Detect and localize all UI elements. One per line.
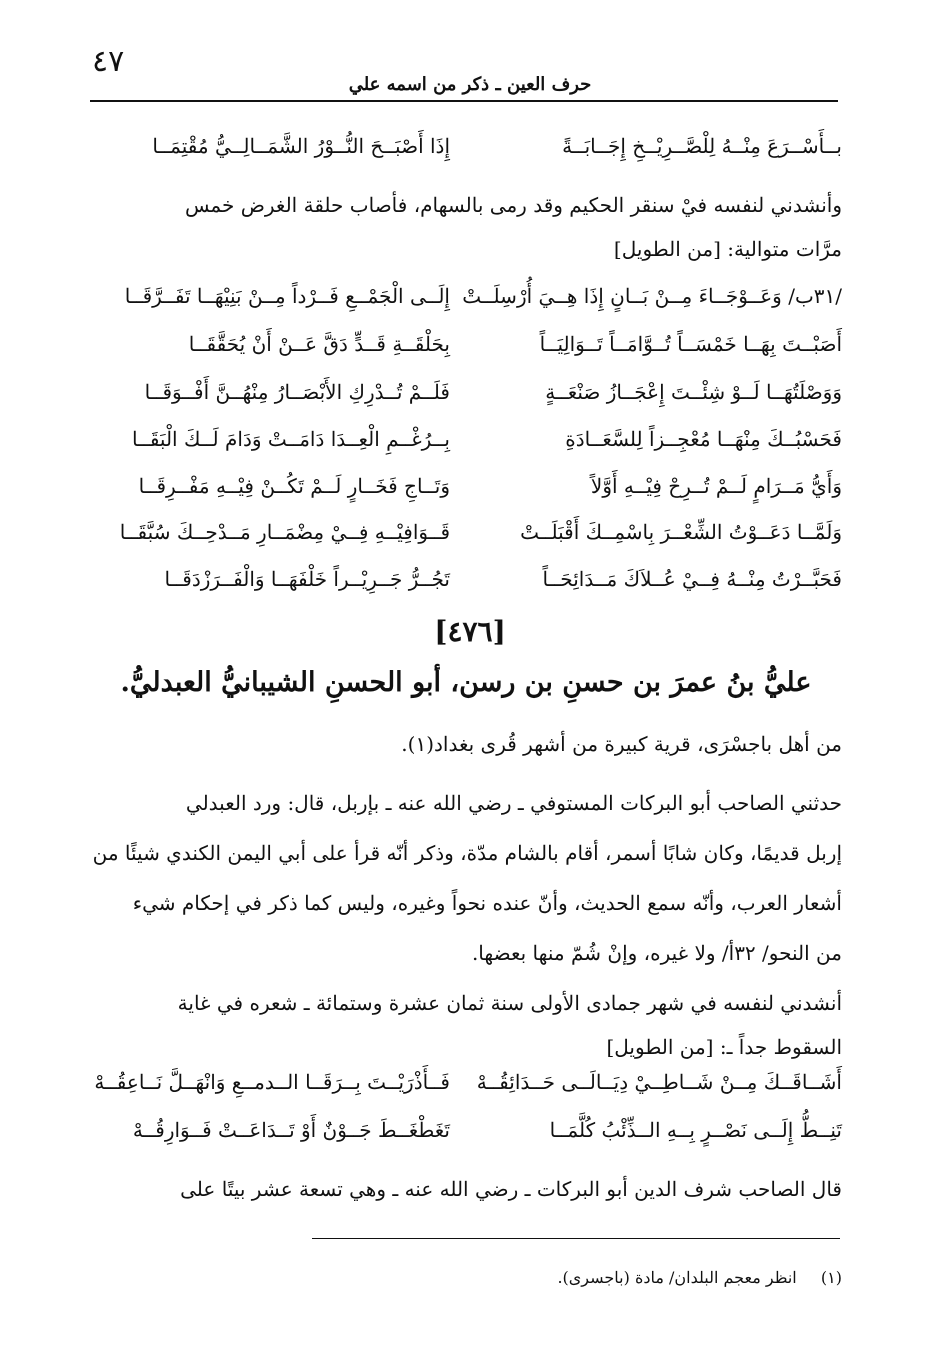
footnote xyxy=(302,1258,842,1298)
verse-hemistich-right: وَلَمَّــا دَعَــوْتُ الشِّعْــرَ بِاسْمِــكَ أَقْبَلَــتْ xyxy=(520,520,842,544)
verse-hemistich-left: إِذَا أَصْبَــحَ النُّــوْرُ الشَّمَــالِــيُّ مُقْتِمَــا xyxy=(152,134,450,158)
entry-number: [٤٧٦] xyxy=(434,615,506,648)
running-head: حرف العين ـ ذكر من اسمه علي xyxy=(348,74,592,95)
prose-line: إربل قديمًا، وكان شابًا أسمر، أقام بالشام مدّة، وذكر أنّه قرأ على أبي اليمن الكندي شيئًا من xyxy=(92,841,842,865)
footnote-rule xyxy=(312,1238,840,1239)
prose-line: قال الصاحب شرف الدين أبو البركات ـ رضي الله عنه ـ وهي تسعة عشر بيتًا على xyxy=(180,1177,842,1201)
verse-hemistich-left: بِحَلْقَــةِ قَــدٍّ دَقَّ عَــنْ أَنْ يُحَقَّقَــا xyxy=(188,332,450,356)
verse-hemistich-left: قَــوَافِيْــهِ فِــيْ مِضْمَــارِ مَــدْحِــكَ سُبَّقَــا xyxy=(119,520,450,544)
verse-hemistich-right: أَشَــاقَــكَ مِــنْ شَــاطِــيْ دِيَــالَــى حَــدَائِقُــهْ xyxy=(476,1070,842,1094)
verse-hemistich-left: بِــرُغْــمِ الْعِــدَا دَامَــتْ وَدَامَ لَــكَ الْبَقَــا xyxy=(132,427,450,451)
page-number: ٤٧ xyxy=(92,44,125,79)
verse-hemistich-left: فَلَــمْ تُــدْرِكِ الأَبْصَــارُ مِنْهُــنَّ أَفْــوَقَــا xyxy=(144,380,450,404)
prose-line: حدثني الصاحب أبو البركات المستوفي ـ رضي الله عنه ـ بإربل، قال: ورد العبدلي xyxy=(185,791,842,815)
entry-title: عليُّ بنُ عمرَ بن حسنِ بن رسن، أبو الحسنِ الشيبانيُّ العبدليُّ. xyxy=(120,667,812,698)
verse-hemistich-right: أَصَبْــتَ بِهَــا خَمْسَــاً تُــوَّامَــاً تَــوَالِيَــاً xyxy=(539,332,842,356)
prose-line: أشعار العرب، وأنّه سمع الحديث، وأنّ عنده نحواً وغيره، وليس كما ذكر في إحكام شيء xyxy=(132,891,842,915)
verse-hemistich-right: /٣١ب/ وَعَــوْجَــاءَ مِــنْ بَــانٍ إِذَا هِــيَ أُرْسِلَــتْ xyxy=(462,284,842,308)
header-rule xyxy=(90,100,838,102)
prose-line: وأنشدني لنفسه فيْ سنقر الحكيم وقد رمى بالسهام، فأصاب حلقة الغرض خمس xyxy=(184,193,842,217)
footnote-text: انظر معجم البلدان/ مادة (باجسرى). xyxy=(557,1268,797,1287)
verse-hemistich-right: فَحَسْبُــكَ مِنْهَــا مُعْجِــزاً لِلسَّعَــادَةِ xyxy=(565,427,842,451)
verse-hemistich-left: تَجُــرُّ جَــرِيْــراً خَلْفَهَــا وَالْفَــرَزْدَقَــا xyxy=(164,567,450,591)
footnote-marker: (١) xyxy=(820,1268,842,1287)
prose-line: أنشدني لنفسه في شهر جمادى الأولى سنة ثمان عشرة وستمائة ـ شعره في غاية xyxy=(177,991,842,1015)
verse-hemistich-left: وَتَــاجِ فَخَــارٍ لَــمْ تَكُــنْ فِيْــهِ مَفْــرِقَــا xyxy=(138,474,450,498)
prose-line: السقوط جداً ـ: [من الطويل] xyxy=(606,1035,842,1059)
verse-hemistich-right: تَنِــطُّ إِلَــى نَصْــرٍ بِــهِ الــذِّئْبُ كُلَّمَــا xyxy=(549,1118,842,1142)
verse-hemistich-right: فَحَبَّــرْتُ مِنْــهُ فِــيْ عُــلاَكَ مَــدَائِحَــاً xyxy=(542,567,842,591)
verse-hemistich-right: وَوَصْلَتُهَــا لَــوْ شِئْــتَ إِعْجَــازُ صَنْعَــةٍ xyxy=(545,380,842,404)
verse-hemistich-right: وَأَيُّ مَــرَامٍ لَــمْ تُــرِحْ فِيْــهِ أَوَّلاً xyxy=(590,474,842,498)
entry-subtitle: من أهل باجسْرَى، قرية كبيرة من أشهر قُرى بغداد(١). xyxy=(401,732,842,756)
prose-line: من النحو/ ٣٢أ/ ولا غيره، وإنْ شُمّ منها بعضها. xyxy=(471,941,842,965)
verse-hemistich-left: إِلَــى الْجَمْــعِ فَــرْداً مِــنْ بَنِيْهَــا تَفَــرَّقَــا xyxy=(124,284,450,308)
verse-hemistich-left: فَــأَذْرَيْــتَ بِــرَقَــا الــدمــعِ وَانْهَــلَّ نَــاعِقُــهْ xyxy=(94,1070,450,1094)
verse-hemistich-left: تَغَطْغَــطَ جَــوْنٌ أَوْ تَــدَاعَــتْ فَــوَارِقُــهْ xyxy=(132,1118,450,1142)
prose-line: مرَّات متوالية: [من الطويل] xyxy=(613,237,842,261)
verse-hemistich-right: بــأَسْــرَعَ مِنْــهُ لِلْصَّــرِيْــخِ إِجَــابَــةً xyxy=(562,134,842,158)
